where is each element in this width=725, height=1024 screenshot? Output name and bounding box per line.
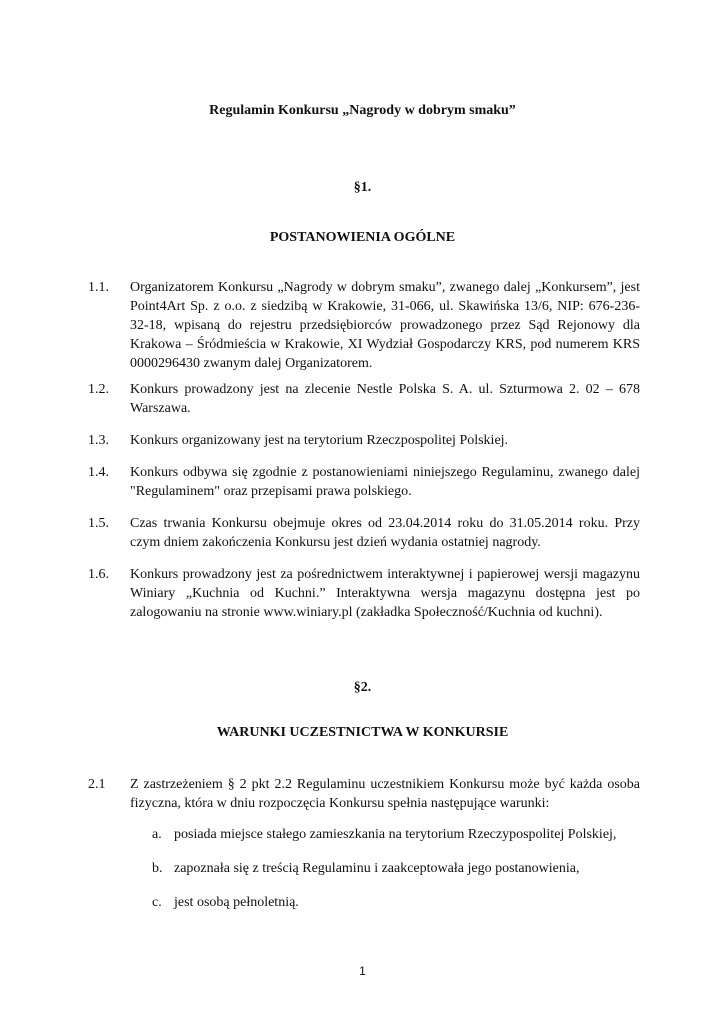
section-1-title: POSTANOWIENIA OGÓLNE [269,230,456,245]
subitem-text: jest osobą pełnoletnią. [174,895,299,910]
subitem-text: posiada miejsce stałego zamieszkania na terytorium Rzeczypospolitej Polskiej, [174,827,617,842]
item-number: 1.1. [88,280,109,295]
section-2-heading: §2. [353,680,372,695]
item-number: 1.5. [88,516,109,531]
page-number: 1 [359,964,366,978]
subitem-letter: b. [152,861,163,876]
item-number: 1.4. [88,465,109,480]
item-number: 1.6. [88,567,109,582]
item-text: Z zastrzeżeniem § 2 pkt 2.2 Regulaminu uczestnikiem Konkursu może być każda osoba fizyczna, która w dniu rozpoczęcia Konkursu spełnia następujące warunki: [130,777,640,811]
section-2-title: WARUNKI UCZESTNICTWA W KONKURSIE [216,725,509,740]
item-text: Konkurs organizowany jest na terytorium Rzeczpospolitej Polskiej. [130,433,509,448]
item-text: Czas trwania Konkursu obejmuje okres od 23.04.2014 roku do 31.05.2014 roku. Przy czym dniem zakończenia Konkursu jest dzień wydania ostatniej nagrody. [130,516,640,550]
subitem-letter: a. [152,827,162,842]
item-number: 1.2. [88,382,109,397]
item-text: Organizatorem Konkursu „Nagrody w dobrym smaku”, zwanego dalej „Konkursem”, jest Point4Art Sp. z o.o. z siedzibą w Krakowie, 31-066, ul. Skawińska 13/6, NIP: 676-236-32-18, wpisaną do rejestru przedsiębiorców prowadzonego przez Sąd Rejonowy dla Krakowa – Śródmieścia w Krakowie, XI Wydział Gospodarczy KRS, pod numerem KRS 0000296430 zwanym dalej Organizatorem. [130,280,640,371]
subitem-letter: c. [152,895,162,910]
subitem-text: zapoznała się z treścią Regulaminu i zaakceptowała jego postanowienia, [174,861,580,876]
item-text: Konkurs odbywa się zgodnie z postanowieniami niniejszego Regulaminu, zwanego dalej "Regulaminem" oraz przepisami prawa polskiego. [130,465,640,499]
item-number: 2.1 [88,777,106,792]
item-number: 1.3. [88,433,109,448]
item-text: Konkurs prowadzony jest za pośrednictwem interaktywnej i papierowej wersji magazynu Winiary „Kuchnia od Kuchni.” Interaktywna wersja magazynu dostępna jest po zalogowaniu na stronie www.winiary.pl (zakładka Społeczność/Kuchnia od kuchni). [130,567,640,620]
document-title: Regulamin Konkursu „Nagrody w dobrym smaku” [209,103,516,118]
section-1-heading: §1. [353,180,372,195]
item-text: Konkurs prowadzony jest na zlecenie Nestle Polska S. A. ul. Szturmowa 2. 02 – 678 Warszawa. [130,382,640,416]
